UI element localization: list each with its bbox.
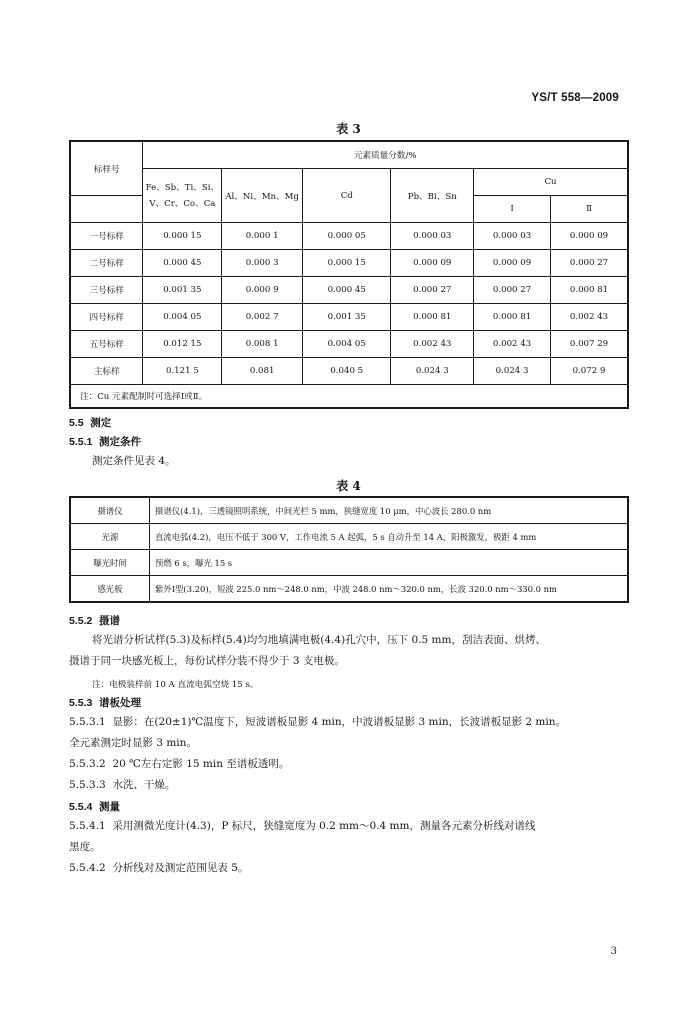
- table3-note: 注：Cu 元素配制时可选择Ⅰ或Ⅱ。: [70, 385, 628, 409]
- table4-caption: 表 4: [336, 479, 361, 493]
- section-5-5-3-1-cont: 全元素测定时显影 3 min。: [69, 737, 197, 749]
- section-number: 5.5.2: [69, 615, 93, 627]
- section-text: 20 ℃左右定影 15 min 至谱板透明。: [112, 758, 290, 770]
- table-cell: 0.000 1: [222, 223, 303, 250]
- section-5-5-1: [69, 435, 141, 449]
- section-5-5-4: [69, 800, 120, 814]
- table4: [69, 496, 629, 603]
- header-al: Al、Ni、Mn、Mg: [222, 169, 303, 223]
- table-cell: 0.000 81: [551, 277, 628, 304]
- section-number: 5.5.4: [69, 801, 93, 813]
- table-row: [70, 497, 628, 524]
- section-number: 5.5.1: [69, 436, 93, 448]
- table-cell: 一号标样: [70, 223, 143, 250]
- section-number: 5.5.3: [69, 697, 93, 709]
- section-5-5-4-2: [69, 858, 248, 878]
- table-cell: 0.000 27: [391, 277, 474, 304]
- table-cell: 0.000 27: [551, 250, 628, 277]
- table-cell: 0.002 7: [222, 304, 303, 331]
- table-row: [70, 331, 628, 358]
- header-cu: Cu: [474, 169, 628, 196]
- table-cell: 0.121 5: [143, 358, 222, 385]
- section-number: 5.5.3.1: [69, 716, 106, 728]
- table-cell: 0.000 03: [474, 223, 551, 250]
- header-cu-ii: Ⅱ: [551, 196, 628, 223]
- table-label: 感光板: [70, 576, 150, 603]
- table-cell: 五号标样: [70, 331, 143, 358]
- table-cell: 0.000 15: [303, 250, 391, 277]
- table-cell: 0.072 9: [551, 358, 628, 385]
- section-5-5-2: [69, 614, 120, 628]
- table-cell: 0.081: [222, 358, 303, 385]
- section-number: 5.5.3.2: [69, 758, 106, 770]
- table-content: 预燃 6 s，曝光 15 s: [150, 550, 629, 576]
- page-number: 3: [610, 946, 617, 957]
- table-cell: 0.001 35: [143, 277, 222, 304]
- section-5-5-2-note: 注：电极装样前 10 A 直流电弧空烧 15 s。: [92, 680, 259, 690]
- table-cell: 0.000 05: [303, 223, 391, 250]
- table-cell: 0.008 1: [222, 331, 303, 358]
- table-cell: 0.000 45: [303, 277, 391, 304]
- standard-id: YS/T 558—2009: [531, 92, 619, 104]
- table-cell: 三号标样: [70, 277, 143, 304]
- table-row: [70, 358, 628, 385]
- section-title: 测定: [90, 417, 112, 429]
- table-cell: 0.000 09: [474, 250, 551, 277]
- table-cell: 0.000 09: [551, 223, 628, 250]
- section-title: 谱板处理: [99, 697, 142, 709]
- table-cell: 0.001 35: [303, 304, 391, 331]
- table-label: 曝光时间: [70, 550, 150, 576]
- table-cell: 0.000 45: [143, 250, 222, 277]
- section-number: 5.5.3.3: [69, 779, 106, 791]
- table-cell: 0.024 3: [391, 358, 474, 385]
- table-row: [70, 250, 628, 277]
- table-content: 紫外Ⅰ型(3.20)，短波 225.0 nm～248.0 nm，中波 248.0 nm～320.0 nm，长波 320.0 nm～330.0 nm: [150, 576, 629, 603]
- section-text: 采用测微光度计(4.3)，P 标尺，狭缝宽度为 0.2 mm～0.4 mm，测量各元素分析线对谱线: [112, 820, 536, 832]
- table-cell: 0.000 09: [391, 250, 474, 277]
- table-row: [70, 277, 628, 304]
- section-5-5-3-1: [69, 712, 566, 732]
- header-spacer: [70, 196, 143, 223]
- table-cell: 四号标样: [70, 304, 143, 331]
- table-cell: 0.002 43: [474, 331, 551, 358]
- table3-caption: 表 3: [336, 122, 361, 136]
- table-cell: 0.000 9: [222, 277, 303, 304]
- section-5-5-1-text: 测定条件见表 4。: [92, 455, 176, 467]
- section-5-5-3-2: [69, 754, 289, 774]
- table-cell: 二号标样: [70, 250, 143, 277]
- section-number: 5.5.4.2: [69, 862, 106, 874]
- table-row: [70, 576, 628, 603]
- section-5-5-4-1-cont: 黑度。: [69, 841, 101, 853]
- table-content: 摄谱仪(4.1)，三透镜照明系统，中间光栏 5 mm，狭缝宽度 10 μm，中心波长 280.0 nm: [150, 497, 629, 524]
- section-5-5: [69, 416, 111, 430]
- header-cu-i: Ⅰ: [474, 196, 551, 223]
- section-text: 显影：在(20±1)℃温度下，短波谱板显影 4 min，中波谱板显影 3 min，长波谱板显影 2 min。: [112, 716, 567, 728]
- header-sample: 标样号: [70, 141, 143, 196]
- table-row: [70, 304, 628, 331]
- section-5-5-4-1: [69, 816, 535, 836]
- table-content: 直流电弧(4.2)，电压不低于 300 V，工作电流 5 A 起弧，5 s 自动升至 14 A，阳极激发，极距 4 mm: [150, 524, 629, 550]
- section-5-5-2-p1: 将光谱分析试样(5.3)及标样(5.4)均匀地填满电极(4.4)孔穴中，压下 0.5 mm，刮洁表面、烘烤、: [92, 634, 546, 646]
- table-cell: 0.040 5: [303, 358, 391, 385]
- table-cell: 0.000 3: [222, 250, 303, 277]
- table-row: [70, 524, 628, 550]
- table-cell: 主标样: [70, 358, 143, 385]
- table-cell: 0.007 29: [551, 331, 628, 358]
- table-cell: 0.000 15: [143, 223, 222, 250]
- section-number: 5.5.4.1: [69, 820, 106, 832]
- table-cell: 0.002 43: [391, 331, 474, 358]
- header-cd: Cd: [303, 169, 391, 223]
- table-cell: 0.000 81: [391, 304, 474, 331]
- table-cell: 0.002 43: [551, 304, 628, 331]
- section-5-5-3-3: [69, 775, 175, 795]
- table-cell: 0.024 3: [474, 358, 551, 385]
- table-cell: 0.004 05: [143, 304, 222, 331]
- section-text: 水洗、干燥。: [112, 779, 176, 791]
- section-5-5-2-p2: 摄谱于同一块感光板上，每份试样分装不得少于 3 支电极。: [69, 655, 345, 667]
- table-row: [70, 223, 628, 250]
- section-5-5-3: [69, 696, 141, 710]
- section-text: 分析线对及测定范围见表 5。: [112, 862, 249, 874]
- header-group: 元素质量分数/%: [143, 141, 628, 169]
- table-cell: 0.004 05: [303, 331, 391, 358]
- header-fe: Fe、Sb、Ti、Si、V、Cr、Co、Ca: [143, 169, 222, 223]
- section-title: 摄谱: [99, 615, 121, 627]
- table-cell: 0.000 03: [391, 223, 474, 250]
- section-number: 5.5: [69, 417, 84, 429]
- header-pb: Pb、Bi、Sn: [391, 169, 474, 223]
- table-label: 光源: [70, 524, 150, 550]
- section-title: 测定条件: [99, 436, 142, 448]
- table-cell: 0.012 15: [143, 331, 222, 358]
- table-row: [70, 550, 628, 576]
- table-cell: 0.000 27: [474, 277, 551, 304]
- table3: [69, 140, 629, 409]
- table-cell: 0.000 81: [474, 304, 551, 331]
- table-label: 摄谱仪: [70, 497, 150, 524]
- section-title: 测量: [99, 801, 121, 813]
